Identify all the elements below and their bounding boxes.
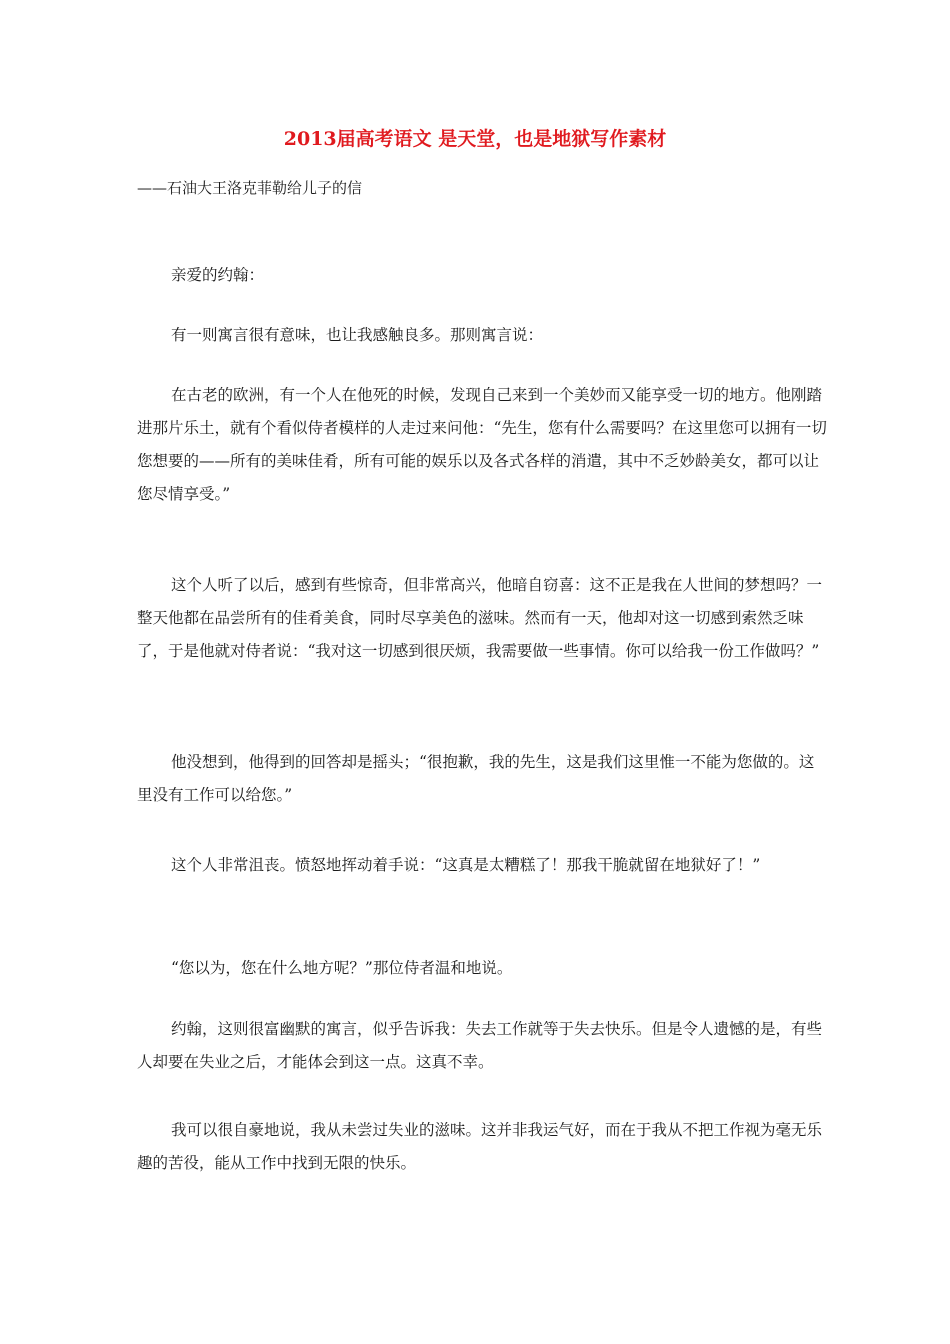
paragraph: 约翰，这则很富幽默的寓言，似乎告诉我：失去工作就等于失去快乐。但是令人遗憾的是，有些人却要在失业之后，才能体会到这一点。这真不幸。	[137, 1020, 823, 1071]
paragraph: 我可以很自豪地说，我从未尝过失业的滋味。这并非我运气好，而在于我从不把工作视为毫无乐趣的苦役，能从工作中找到无限的快乐。	[137, 1121, 823, 1172]
document-title: 2013届高考语文 是天堂，也是地狱写作素材	[283, 128, 667, 150]
paragraph: 这个人听了以后，感到有些惊奇，但非常高兴，他暗自窃喜：这不正是我在人世间的梦想吗？一整天他都在品尝所有的佳肴美食，同时尽享美色的滋味。然而有一天，他却对这一切感到索然乏味了，于是他就对侍者说：“我对这一切感到很厌烦，我需要做一些事情。你可以给我一份工作做吗？”	[137, 576, 823, 660]
paragraph: 这个人非常沮丧。愤怒地挥动着手说：“这真是太糟糕了！那我干脆就留在地狱好了！”	[171, 856, 761, 874]
document-subtitle: ——石油大王洛克菲勒给儿子的信	[137, 179, 363, 197]
paragraph: 他没想到，他得到的回答却是摇头；“很抱歉，我的先生，这是我们这里惟一不能为您做的。这里没有工作可以给您。”	[137, 753, 815, 804]
paragraph-salutation: 亲爱的约翰：	[171, 266, 265, 284]
paragraph: 有一则寓言很有意味，也让我感触良多。那则寓言说：	[171, 326, 544, 344]
paragraph: “您以为，您在什么地方呢？”那位侍者温和地说。	[171, 959, 513, 977]
paragraph: 在古老的欧洲，有一个人在他死的时候，发现自己来到一个美妙而又能享受一切的地方。他刚踏进那片乐土，就有个看似侍者模样的人走过来问他：“先生，您有什么需要吗？在这里您可以拥有一切您想要的——所有的美味佳肴，所有可能的娱乐以及各式各样的消遣，其中不乏妙龄美女，都可以让您尽情享受。”	[137, 386, 827, 503]
